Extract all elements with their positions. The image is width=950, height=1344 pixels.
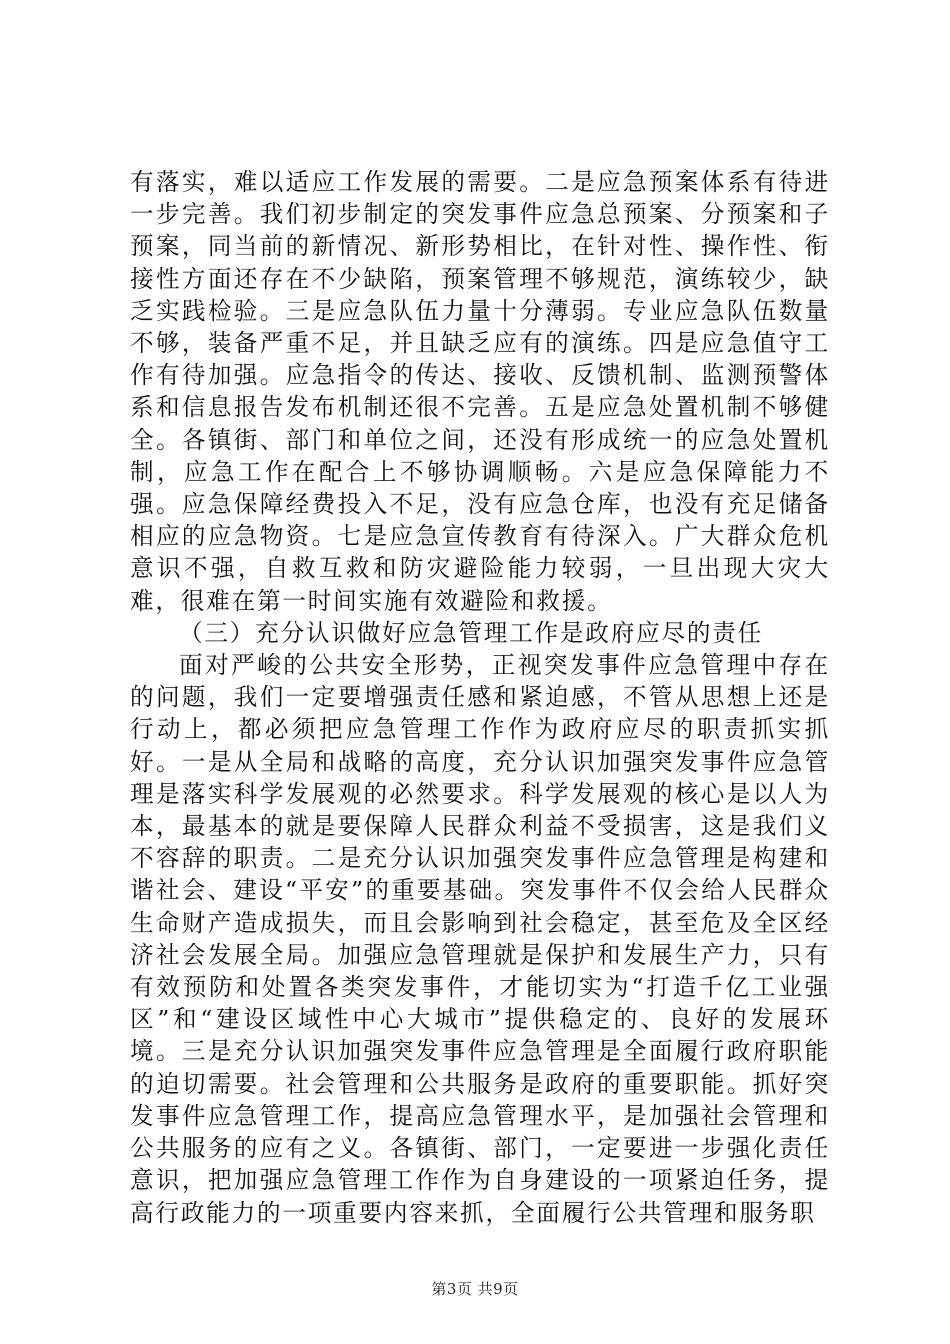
document-body bbox=[130, 166, 830, 1229]
body-paragraph: 面对严峻的公共安全形势，正视突发事件应急管理中存在的问题，我们一定要增强责任感和紧迫感，不管从思想上还是行动上，都必须把应急管理工作作为政府应尽的职责抓实抓好。一是从全局和战略的高度，充分认识加强突发事件应急管理是落实科学发展观的必然要求。科学发展观的核心是以人为本，最基本的就是要保障人民群众利益不受损害，这是我们义不容辞的职责。二是充分认识加强突发事件应急管理是构建和谐社会、建设“平安”的重要基础。突发事件不仅会给人民群众生命财产造成损失，而且会影响到社会稳定，甚至危及全区经济社会发展全局。加强应急管理就是保护和发展生产力，只有有效预防和处置各类突发事件，才能切实为“打造千亿工业强区”和“建设区域性中心大城市”提供稳定的、良好的发展环境。三是充分认识加强突发事件应急管理是全面履行政府职能的迫切需要。社会管理和公共服务是政府的重要职能。抓好突发事件应急管理工作，提高应急管理水平，是加强社会管理和公共服务的应有之义。各镇街、部门，一定要进一步强化责任意识，把加强应急管理工作作为自身建设的一项紧迫任务，提高行政能力的一项重要内容来抓，全面履行公共管理和服务职 bbox=[130, 651, 830, 1227]
body-paragraph-continued: 有落实，难以适应工作发展的需要。二是应急预案体系有待进一步完善。我们初步制定的突发事件应急总预案、分预案和子预案，同当前的新情况、新形势相比，在针对性、操作性、衔接性方面还存在不少缺陷，预案管理不够规范，演练较少，缺乏实践检验。三是应急队伍力量十分薄弱。专业应急队伍数量不够，装备严重不足，并且缺乏应有的演练。四是应急值守工作有待加强。应急指令的传达、接收、反馈机制、监测预警体系和信息报告发布机制还很不完善。五是应急处置机制不够健全。各镇街、部门和单位之间，还没有形成统一的应急处置机制，应急工作在配合上不够协调顺畅。六是应急保障能力不强。应急保障经费投入不足，没有应急仓库，也没有充足储备相应的应急物资。七是应急宣传教育有待深入。广大群众危机意识不强，自救互救和防灾避险能力较弱，一旦出现大灾大难，很难在第一时间实施有效避险和救援。 bbox=[130, 168, 830, 615]
page-footer: 第3页 共9页 bbox=[431, 1280, 519, 1298]
section-heading: （三）充分认识做好应急管理工作是政府应尽的责任 bbox=[179, 618, 764, 647]
